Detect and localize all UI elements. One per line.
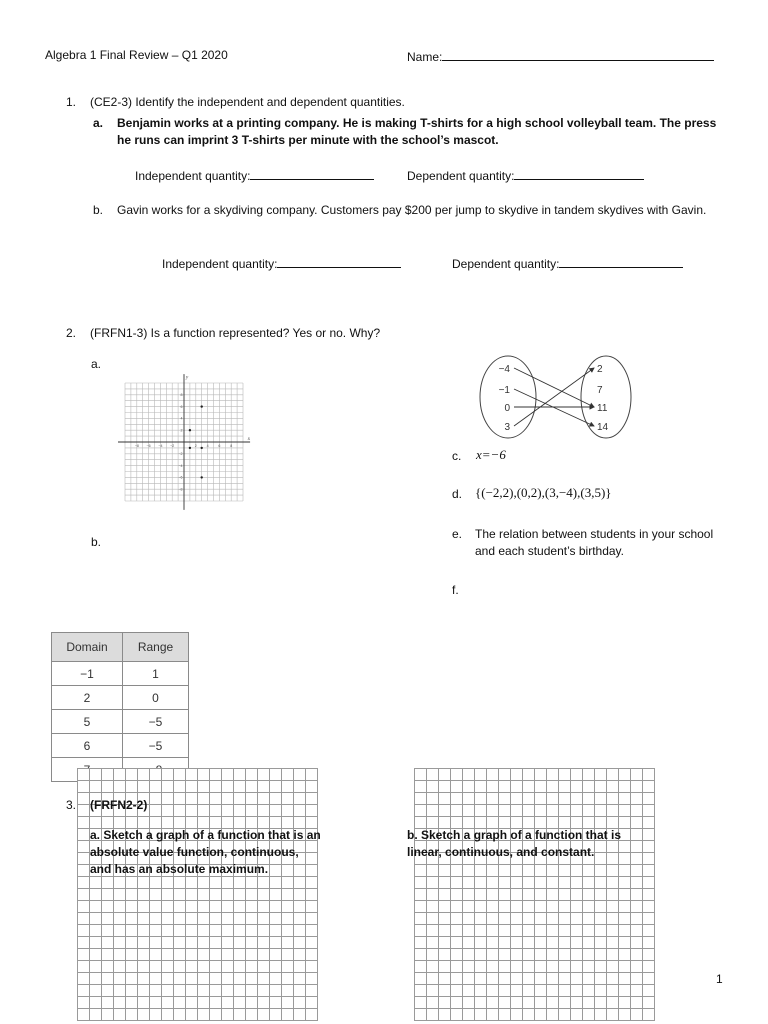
- plot-point: [201, 405, 203, 407]
- q3b-text: b. Sketch a graph of a function that is linear, continuous, and constant.: [407, 828, 622, 859]
- y-tick-label: −2: [178, 452, 183, 457]
- q2-number: 2.: [66, 326, 77, 340]
- table-header-row: [52, 633, 189, 662]
- table-row: [52, 686, 189, 710]
- q1a-letter: a.: [93, 116, 104, 130]
- domain-value: 0: [504, 403, 510, 414]
- y-tick-label: −6: [178, 475, 183, 480]
- q2c-equation: x=−6: [476, 447, 506, 462]
- q2c-letter: c.: [452, 449, 462, 463]
- range-value: 2: [597, 364, 603, 375]
- x-axis-label: x: [247, 437, 250, 442]
- range-value: 7: [597, 385, 603, 396]
- range-cell: −5: [123, 734, 189, 758]
- x-tick-label: 8: [230, 444, 233, 448]
- x-tick-label: 2: [194, 444, 197, 448]
- range-cell: −5: [123, 710, 189, 734]
- q2-prompt: (FRFN1-3) Is a function represented? Yes or no. Why?: [90, 326, 381, 340]
- q2b-letter: b.: [91, 535, 102, 549]
- y-tick-label: 8: [180, 393, 183, 398]
- y-tick-label: 4: [180, 416, 183, 421]
- plot-point: [201, 476, 203, 478]
- plot-point: [201, 447, 203, 449]
- domain-range-table: [51, 632, 189, 782]
- domain-value: −4: [498, 364, 510, 375]
- range-header: Range: [123, 633, 189, 662]
- q2f-letter: f.: [452, 583, 459, 597]
- dependent-label: Dependent quantity:: [407, 169, 515, 183]
- q3-prompt: (FRFN2-2): [90, 798, 148, 812]
- independent-label: Independent quantity:: [135, 169, 251, 183]
- dependent-label: Dependent quantity:: [452, 257, 560, 271]
- domain-value: −1: [498, 385, 510, 396]
- x-tick-label: −6: [146, 444, 151, 448]
- range-cell: 1: [123, 662, 189, 686]
- domain-cell: 6: [52, 734, 123, 758]
- y-tick-label: 2: [180, 428, 183, 433]
- q1b-letter: b.: [93, 203, 104, 217]
- plot-point: [189, 447, 191, 449]
- q3-number: 3.: [66, 798, 77, 812]
- range-value: 11: [597, 403, 608, 414]
- name-blank[interactable]: [442, 48, 714, 61]
- domain-cell: 2: [52, 686, 123, 710]
- range-cell: 0: [123, 686, 189, 710]
- page-title: Algebra 1 Final Review – Q1 2020: [45, 48, 228, 62]
- coordinate-plot: [118, 374, 252, 514]
- q2d-letter: d.: [452, 487, 463, 501]
- y-tick-label: 6: [180, 404, 183, 409]
- domain-value: 3: [504, 422, 510, 433]
- independent-blank[interactable]: [277, 255, 401, 268]
- q1b-independent[interactable]: [162, 255, 401, 271]
- page-number: 1: [716, 972, 723, 986]
- y-tick-label: −8: [178, 487, 183, 492]
- table-row: [52, 662, 189, 686]
- q1b-dependent[interactable]: [452, 255, 683, 271]
- domain-header: Domain: [52, 633, 123, 662]
- q2e-text: The relation between students in your school and each student’s birthday.: [475, 527, 714, 558]
- mapping-diagram: [472, 354, 640, 440]
- domain-cell: 5: [52, 710, 123, 734]
- x-tick-label: −8: [134, 444, 139, 448]
- x-tick-label: −4: [158, 444, 163, 448]
- q1a-independent[interactable]: [135, 167, 374, 183]
- independent-blank[interactable]: [250, 167, 374, 180]
- x-tick-label: −2: [170, 444, 175, 448]
- y-tick-label: −4: [178, 463, 183, 468]
- q1b-text: Gavin works for a skydiving company. Customers pay $200 per jump to skydive in tandem skydives with Gavin.: [117, 203, 707, 217]
- sketch-grid-b[interactable]: [414, 768, 655, 1021]
- q2d-set: {(−2,2),(0,2),(3,−4),(3,5)}: [475, 485, 612, 500]
- x-tick-label: 6: [218, 444, 221, 448]
- q2a-letter: a.: [91, 357, 102, 371]
- table-row: [52, 710, 189, 734]
- mapping-arrow: [514, 368, 594, 426]
- dependent-blank[interactable]: [514, 167, 644, 180]
- x-tick-label: 4: [206, 444, 209, 448]
- range-value: 14: [597, 422, 609, 433]
- dependent-blank[interactable]: [559, 255, 683, 268]
- q2e-letter: e.: [452, 527, 463, 541]
- name-field[interactable]: [407, 48, 714, 64]
- table-row: [52, 734, 189, 758]
- q1a-dependent[interactable]: [407, 167, 644, 183]
- name-label: Name:: [407, 50, 443, 64]
- y-axis-label: y: [186, 375, 189, 381]
- q1-number: 1.: [66, 95, 77, 109]
- plot-point: [189, 429, 191, 431]
- domain-cell: −1: [52, 662, 123, 686]
- q1a-text: Benjamin works at a printing company. He is making T-shirts for a high school volleyball team. The press he runs can imprint 3 T-shirts per minute with the school’s mascot.: [117, 116, 717, 147]
- q1-prompt: (CE2-3) Identify the independent and dependent quantities.: [90, 95, 405, 109]
- independent-label: Independent quantity:: [162, 257, 278, 271]
- q3a-text: a. Sketch a graph of a function that is an absolute value function, continuous, and has an absolute maximum.: [90, 828, 321, 876]
